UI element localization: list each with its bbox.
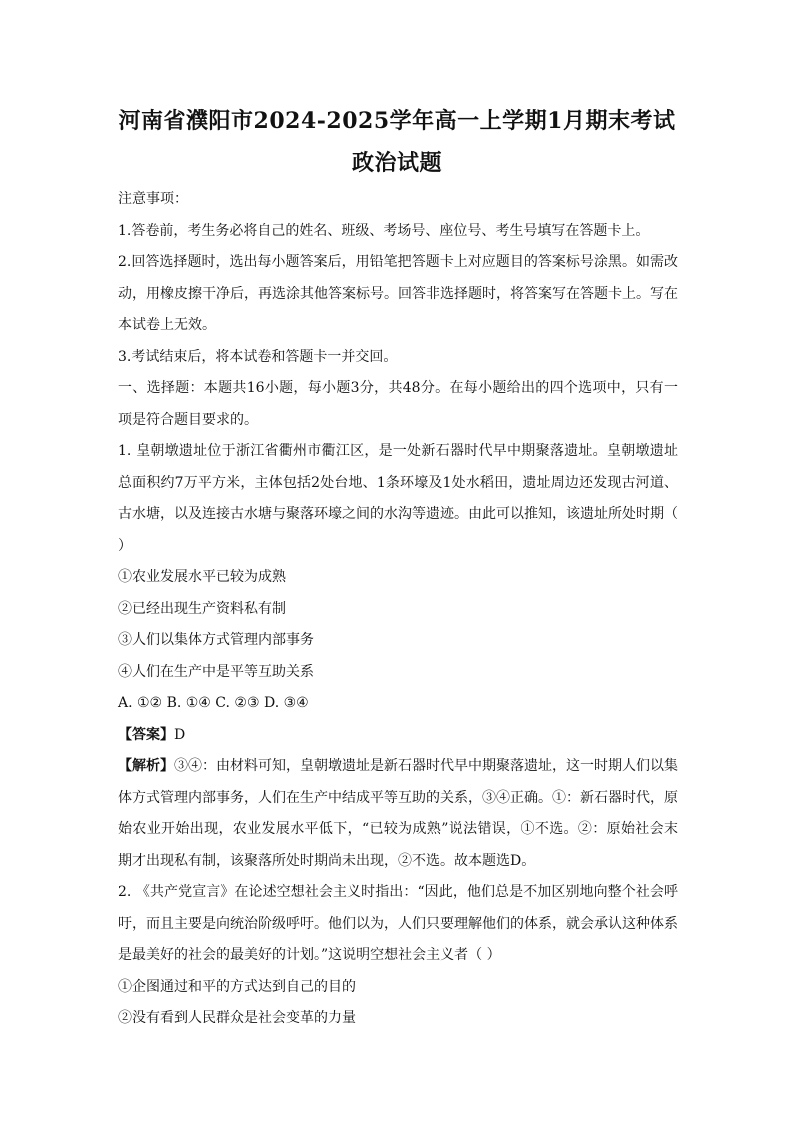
exam-subtitle: 政治试题: [351, 150, 442, 176]
question-1-analysis: [118, 751, 678, 877]
question-1-stem: 1. 皇朝墩遗址位于浙江省衢州市衢江区，是一处新石器时代早中期聚落遗址。皇朝墩遗址总面积约7万平方米，主体包括2处台地、1条环壕及1处水稻田，遗址周边还发现古河道、古水塘，以及连接古水塘与聚落环壕之间的水沟等遗迹。由此可以推知，该遗址所处时期（ ）: [118, 443, 678, 554]
answer-value: D: [174, 726, 186, 743]
answer-label: 【答案】: [118, 726, 174, 743]
notice-heading: 注意事项：: [118, 191, 188, 207]
question-1-option: ④人们在生产中是平等互助关系: [118, 663, 314, 680]
question-2-option: ①企图通过和平的方式达到自己的目的: [118, 978, 356, 995]
exam-content: [118, 184, 678, 1035]
question-1-option: ①农业发展水平已较为成熟: [118, 569, 286, 585]
section-heading: 一、选择题：本题共16小题，每小题3分，共48分。在每小题给出的四个选项中，只有一项是符合题目要求的。: [118, 380, 678, 428]
notice-item: 1.答卷前，考生务必将自己的姓名、班级、考场号、座位号、考生号填写在答题卡上。: [118, 222, 650, 239]
question-2-stem: 2. 《共产党宣言》在论述空想社会主义时指出：“因此，他们总是不加区别地向整个社会呼吁，而且主要是向统治阶级呼吁。他们以为，人们只要理解他们的体系，就会承认这种体系是最美好的社会的最美好的计划。”这说明空想社会主义者（ ）: [118, 884, 678, 963]
analysis-text: ③④：由材料可知，皇朝墩遗址是新石器时代早中期聚落遗址，这一时期人们以集体方式管理内部事务，人们在生产中结成平等互助的关系，③④正确。①：新石器时代，原始农业开始出现，农业发展水平低下，“已较为成熟”说法错误，①不选。②：原始社会末期才出现私有制，该聚落所处时期尚未出现，②不选。故本题选D。: [118, 758, 678, 869]
notice-item: 3.考试结束后，将本试卷和答题卡一并交回。: [118, 348, 398, 365]
question-1-option: ③人们以集体方式管理内部事务: [118, 632, 314, 648]
question-1-option: ②已经出现生产资料私有制: [118, 600, 286, 617]
analysis-label: 【解析】: [118, 758, 174, 774]
question-1-choices: A. ①② B. ①④ C. ②③ D. ③④: [118, 695, 309, 711]
question-2-option: ②没有看到人民群众是社会变革的力量: [118, 1010, 356, 1026]
question-1-answer: [118, 720, 678, 752]
notice-item: 2.回答选择题时，选出每小题答案后，用铅笔把答题卡上对应题目的答案标号涂黑。如需改动，用橡皮擦干净后，再选涂其他答案标号。回答非选择题时，将答案写在答题卡上。写在本试卷上无效。: [118, 254, 678, 333]
exam-title: 河南省濮阳市2024-2025学年高一上学期1月期末考试: [118, 108, 676, 134]
